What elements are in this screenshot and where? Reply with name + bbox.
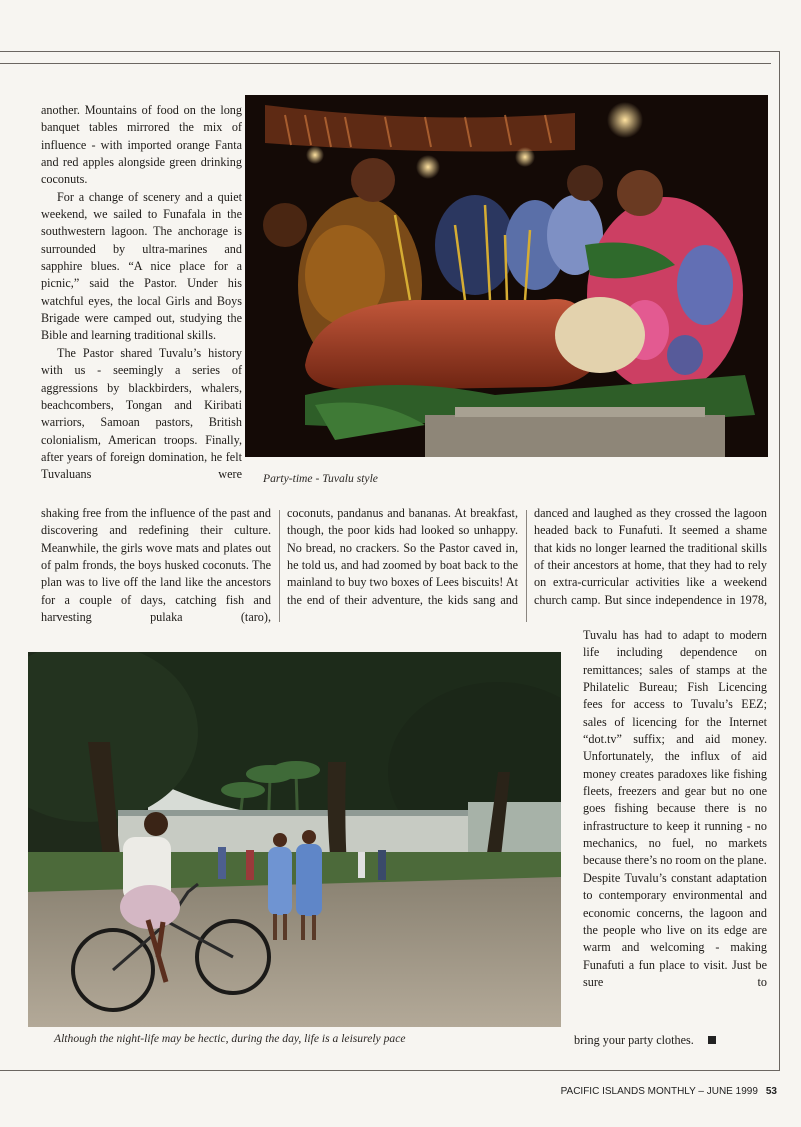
column-right-top: [534, 505, 767, 609]
header-rule-top: [0, 51, 780, 52]
paragraph: Unfortunately, the influx of aid money creates paradoxes like fishing fleets, freezers and gear but no one goes fishing because there is no infrastructure to keep it running - no mechanics, no fuel, no markets because there’s no room on the plane.: [583, 749, 767, 868]
paragraph: danced and laughed as they crossed the lagoon headed back to Funafuti. It seemed a shame that kids no longer learned the traditional skills of their ancestors at home, that they had to rely on extra-curricular activities like a weekend church camp. But since independence in 1978,: [534, 506, 767, 607]
page-number: 53: [765, 1086, 777, 1097]
closing-line: [574, 1032, 769, 1049]
column-middle: [287, 505, 518, 609]
paragraph: shaking free from the influence of the past and discovering and redefining their culture. Meanwhile, the girls wove mats and plates out of palm fronds, the boys husked coconuts. The plan was to live off the land like the ancestors for a couple of days, catching fish and harvesting pulaka (taro),: [41, 506, 271, 625]
column-divider: [279, 510, 280, 622]
paragraph: another. Mountains of food on the long banquet tables mirrored the mix of influence - with imported orange Fanta and red apples alongside green drinking coconuts.: [41, 103, 242, 187]
column-left-top: [41, 102, 242, 484]
publication-name: PACIFIC ISLANDS MONTHLY – JUNE 1999: [560, 1086, 758, 1097]
paragraph: The Pastor shared Tuvalu’s history with us - seemingly a series of aggressions by blackbirders, whalers, beachcombers, Tongan and Kiribati warriors, Samoan pastors, British colonialism, American troops. Finally, after years of foreign domination, he felt Tuvaluans were: [41, 345, 242, 482]
caption-street: Although the night-life may be hectic, during the day, life is a leisurely pace: [54, 1032, 406, 1045]
column-right-bottom: [583, 627, 767, 991]
column-divider: [526, 510, 527, 622]
footer-rule: [0, 1070, 780, 1071]
column-left-bottom: [41, 505, 271, 626]
paragraph: coconuts, pandanus and bananas. At breakfast, though, the poor kids had looked so unhappy. No bread, no crackers. So the Pastor caved in, he told us, and had zoomed by boat back to the mainland to buy two boxes of Lees biscuits! At the end of their adventure, the kids sang and: [287, 506, 518, 607]
end-of-article-mark: [708, 1036, 716, 1044]
paragraph: Tuvalu has had to adapt to modern life including dependence on remittances; sales of stamps at the Philatelic Bureau; Fish Licencing fees for access to Tuvalu’s EEZ; sales of licencing for the Internet “dot.tv” suffix; and aid money.: [583, 628, 767, 747]
closing-text: bring your party clothes.: [574, 1033, 694, 1047]
header-rule-bottom: [0, 63, 771, 64]
paragraph: For a change of scenery and a quiet weekend, we sailed to Funafala in the southwestern lagoon. The anchorage is surrounded by ultra-marines and sapphire blues. “A nice place for a picnic,” said the Pastor. Under his watchful eyes, the local Girls and Boys Brigade were camped out, studying the Bible and learning traditional skills.: [41, 189, 242, 343]
caption-feast: Party-time - Tuvalu style: [263, 472, 378, 485]
frame-right-edge: [779, 51, 780, 1071]
paragraph: Despite Tuvalu’s constant adaptation to contemporary environmental and economic concerns, the lagoon and the people who live on its edge are warm and welcoming - making Funafuti a fun place to visit. Just be sure to: [583, 870, 767, 989]
page-footer: [561, 1086, 777, 1097]
photo-street: [28, 652, 561, 1027]
photo-feast: [245, 95, 768, 457]
